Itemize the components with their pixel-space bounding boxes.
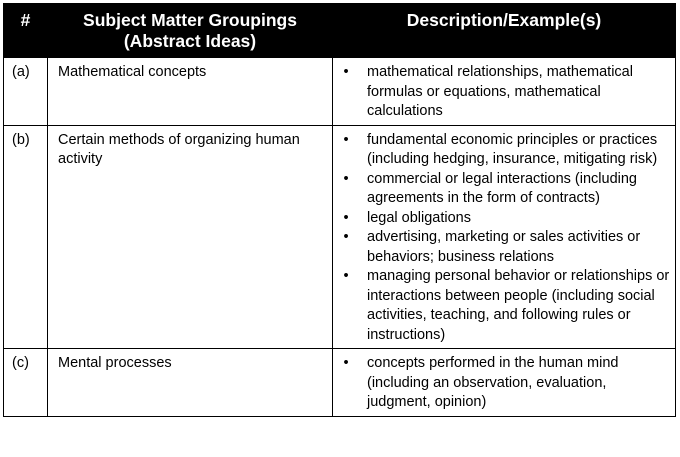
bullet-icon: • [343, 355, 349, 371]
list-item-text: commercial or legal interactions (including agreements in the form of contracts) [367, 170, 637, 206]
header-description: Description/Example(s) [333, 4, 676, 58]
table-row [4, 125, 676, 349]
header-subject-groupings: Subject Matter Groupings (Abstract Ideas) [48, 4, 333, 58]
row-grouping: Mathematical concepts [48, 58, 333, 126]
row-number: (b) [4, 125, 48, 349]
description-list [341, 131, 671, 346]
list-item-text: mathematical relationships, mathematical formulas or equations, mathematical calculations [367, 64, 633, 119]
list-item-text: legal obligations [367, 209, 471, 226]
row-grouping: Mental processes [48, 349, 333, 417]
description-list [341, 354, 671, 413]
abstract-ideas-table [3, 3, 676, 417]
list-item [341, 131, 671, 170]
row-description [333, 58, 676, 126]
list-item [341, 267, 671, 345]
row-number: (a) [4, 58, 48, 126]
abstract-ideas-table-container [3, 3, 675, 417]
list-item-text: fundamental economic principles or practices (including hedging, insurance, mitigating risk) [367, 131, 658, 167]
row-number: (c) [4, 349, 48, 417]
list-item-text: managing personal behavior or relationships or interactions between people (including social activities, teaching, and following rules or instructions) [367, 268, 670, 343]
bullet-icon: • [343, 131, 349, 148]
bullet-icon: • [343, 268, 349, 284]
bullet-icon: • [343, 209, 349, 226]
list-item [341, 63, 671, 122]
row-description [333, 349, 676, 417]
list-item [341, 228, 671, 267]
row-description [333, 125, 676, 349]
table-row [4, 58, 676, 126]
header-row [4, 4, 676, 58]
row-grouping: Certain methods of organizing human activity [48, 125, 333, 349]
header-number: # [4, 4, 48, 58]
bullet-icon: • [343, 170, 349, 187]
list-item-text: concepts performed in the human mind (including an observation, evaluation, judgment, opinion) [367, 355, 619, 410]
bullet-icon: • [343, 64, 349, 80]
list-item [341, 354, 671, 413]
bullet-icon: • [343, 229, 349, 245]
table-row [4, 349, 676, 417]
list-item-text: advertising, marketing or sales activities or behaviors; business relations [367, 229, 641, 265]
description-list [341, 63, 671, 122]
list-item [341, 170, 671, 209]
list-item [341, 209, 671, 229]
